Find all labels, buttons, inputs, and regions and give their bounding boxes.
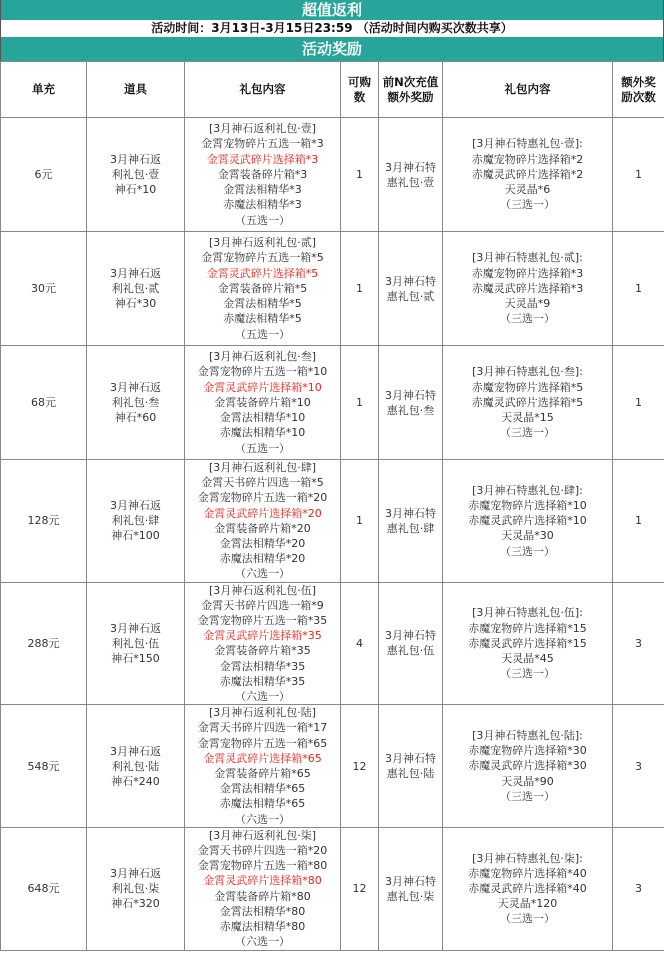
table-row [1,346,664,460]
gift-line: 惠礼包·陆 [386,767,435,781]
gift-line: 惠礼包·贰 [386,289,435,303]
extra-count-cell: 3 [613,582,664,705]
header-extra-item [379,62,443,118]
gift-line: 天灵晶*30 [501,529,554,543]
gift-line: [3月神石特惠礼包·柒]: [472,851,583,865]
gift-line: 赤魔灵武碎片选择箱*3 [471,281,584,295]
header-line: 额外奖 [621,74,656,89]
gift-line: 金霄天书碎片四选一箱*20 [197,844,328,858]
gift-line: 天灵晶*15 [501,411,554,425]
gift-line: 3月神石返 [110,381,161,394]
gift-line: 金霄装备碎片箱*5 [217,281,308,295]
gift-line: 金霄天书碎片四选一箱*9 [201,598,324,612]
header-line: 数 [353,89,366,104]
header-line: 前N次充值 [382,74,439,89]
extra-item-cell [379,118,443,232]
gift-line: 赤魔法相精华*80 [219,920,306,934]
extra-gift-cell [443,827,613,950]
extra-item-cell [379,827,443,950]
gift-line: 3月神石返 [110,153,161,166]
gift-line: 3月神石特 [385,506,436,520]
extra-count-cell: 3 [613,705,664,828]
header-line: 额外奖励 [387,89,434,104]
gift-line: 金霄装备碎片箱*3 [217,167,308,181]
gift-line: （三选一） [500,667,555,681]
gift-line: 惠礼包·肆 [386,521,435,535]
price-cell: 128元 [1,460,87,583]
extra-item-cell [379,232,443,346]
gift-line: 利礼包·壹 [111,168,160,181]
gift-line: 金霄灵武碎片选择箱*80 [203,874,322,888]
gift-line: 金霄装备碎片箱*65 [214,767,311,781]
gift-line: 神石*30 [114,297,157,310]
extra-gift-cell [443,582,613,705]
extra-gift-cell [443,705,613,828]
price-cell: 6元 [1,118,87,232]
count-cell: 4 [341,582,379,705]
gift-line: 利礼包·肆 [111,514,160,528]
gift-line: 赤魔宠物碎片选择箱*5 [471,380,584,394]
gift-cell [185,705,341,828]
gift-line: 3月神石特 [385,752,436,766]
gift-line: 3月神石返 [110,867,161,881]
header-extra-count [613,62,664,118]
item-cell [87,346,185,460]
gift-line: [3月神石返利礼包·叁] [208,350,317,364]
gift-line: 神石*320 [111,897,160,911]
gift-line: 天灵晶*6 [504,183,551,197]
gift-line: 赤魔灵武碎片选择箱*5 [471,395,584,409]
gift-line: [3月神石返利礼包·伍] [208,583,317,597]
extra-gift-cell [443,346,613,460]
gift-line: 3月神石返 [110,267,161,280]
gift-line: 利礼包·柒 [111,882,160,896]
gift-line: [3月神石返利礼包·柒] [208,828,317,842]
gift-line: [3月神石特惠礼包·壹]: [472,137,583,151]
gift-line: 神石*60 [114,411,157,424]
gift-line: 金霄灵武碎片选择箱*20 [203,506,322,520]
gift-line: 赤魔灵武碎片选择箱*2 [471,167,584,181]
gift-line: 3月神石特 [385,629,436,643]
section-title: 活动奖励 [0,37,664,61]
gift-line: 天灵晶*9 [504,297,551,311]
gift-line: 赤魔法相精华*3 [223,198,302,212]
gift-line: [3月神石特惠礼包·肆]: [472,483,583,497]
gift-line: 金霄宠物碎片五选一箱*35 [197,614,328,628]
gift-line: 金霄灵武碎片选择箱*35 [203,629,322,643]
gift-line: 金霄法相精华*35 [219,659,306,673]
gift-line: 3月神石返 [110,744,161,758]
item-cell [87,118,185,232]
gift-line: 天灵晶*45 [501,652,554,666]
gift-line: 惠礼包·柒 [386,889,435,903]
count-cell: 1 [341,346,379,460]
extra-item-cell [379,705,443,828]
gift-cell [185,827,341,950]
price-cell: 648元 [1,827,87,950]
gift-line: （五选一） [235,213,290,227]
count-cell: 1 [341,460,379,583]
price-cell: 30元 [1,232,87,346]
gift-cell [185,118,341,232]
gift-line: 神石*10 [114,183,157,196]
header-item: 道具 [87,62,185,118]
gift-line: 利礼包·叁 [111,396,160,409]
gift-line: （六选一） [235,690,290,704]
gift-line: 金霄灵武碎片选择箱*5 [206,266,319,280]
gift-line: 金霄装备碎片箱*20 [214,521,311,535]
gift-line: 金霄天书碎片四选一箱*5 [201,476,324,490]
item-cell [87,705,185,828]
gift-line: 神石*100 [111,529,160,543]
gift-line: 利礼包·伍 [111,636,160,650]
gift-line: [3月神石特惠礼包·陆]: [472,729,583,743]
gift-line: （六选一） [235,935,290,949]
gift-line: 金霄法相精华*5 [223,297,302,311]
gift-line: [3月神石返利礼包·贰] [208,236,317,250]
gift-line: 赤魔灵武碎片选择箱*30 [468,759,587,773]
gift-line: 金霄灵武碎片选择箱*10 [203,380,322,394]
gift-line: （六选一） [235,812,290,826]
gift-line: 金霄宠物碎片五选一箱*5 [201,251,324,265]
header-gift: 礼包内容 [185,62,341,118]
item-cell [87,460,185,583]
gift-line: 惠礼包·叁 [386,403,435,417]
table-row [1,827,664,950]
gift-line: 赤魔灵武碎片选择箱*15 [468,636,587,650]
gift-cell [185,346,341,460]
gift-line: 赤魔灵武碎片选择箱*10 [468,514,587,528]
item-cell [87,827,185,950]
gift-line: （五选一） [235,327,290,341]
count-cell: 1 [341,232,379,346]
gift-line: 惠礼包·伍 [386,644,435,658]
gift-line: [3月神石特惠礼包·伍]: [472,606,583,620]
price-cell: 548元 [1,705,87,828]
gift-line: （五选一） [235,441,290,455]
gift-line: （三选一） [500,912,555,926]
gift-line: 金霄宠物碎片五选一箱*80 [197,859,328,873]
gift-line: 赤魔宠物碎片选择箱*3 [471,266,584,280]
extra-count-cell: 3 [613,827,664,950]
gift-line: （三选一） [500,426,555,440]
gift-line: 金霄法相精华*3 [223,183,302,197]
gift-line: 金霄宠物碎片五选一箱*65 [197,736,328,750]
header-count [341,62,379,118]
gift-line: 3月神石特 [385,274,436,288]
gift-line: 金霄灵武碎片选择箱*65 [203,751,322,765]
gift-line: 金霄宠物碎片五选一箱*10 [197,365,328,379]
table-row [1,582,664,705]
table-row [1,232,664,346]
gift-line: 赤魔宠物碎片选择箱*30 [468,744,587,758]
price-cell: 288元 [1,582,87,705]
gift-line: [3月神石返利礼包·壹] [208,122,317,136]
count-cell: 12 [341,827,379,950]
gift-line: 金霄装备碎片箱*35 [214,644,311,658]
gift-line: 神石*150 [111,651,160,665]
gift-line: 赤魔法相精华*20 [219,552,306,566]
gift-line: 3月神石返 [110,621,161,635]
gift-line: （三选一） [500,312,555,326]
gift-line: [3月神石返利礼包·肆] [208,461,317,474]
gift-line: 赤魔法相精华*5 [223,312,302,326]
extra-count-cell: 1 [613,232,664,346]
header-price: 单充 [1,62,87,118]
table-row [1,460,664,583]
count-cell: 1 [341,118,379,232]
gift-line: 赤魔灵武碎片选择箱*40 [468,882,587,896]
extra-item-cell [379,346,443,460]
gift-line: （三选一） [500,544,555,558]
gift-line: （三选一） [500,789,555,803]
gift-line: 金霄天书碎片四选一箱*17 [197,721,328,735]
gift-line: 利礼包·贰 [111,282,160,295]
gift-cell [185,232,341,346]
gift-line: 金霄法相精华*20 [219,537,306,551]
gift-line: 金霄法相精华*80 [219,904,306,918]
item-cell [87,582,185,705]
gift-line: 利礼包·陆 [111,759,160,773]
gift-line: 金霄装备碎片箱*10 [214,395,311,409]
price-cell: 68元 [1,346,87,460]
header-line: 可购 [348,74,371,89]
table-row [1,118,664,232]
gift-line: 赤魔宠物碎片选择箱*15 [468,621,587,635]
gift-line: 金霄宠物碎片五选一箱*3 [201,137,324,151]
header-extra-gift: 礼包内容 [443,62,613,118]
gift-line: 神石*240 [111,774,160,788]
extra-count-cell: 1 [613,346,664,460]
gift-cell [185,582,341,705]
gift-line: 天灵晶*120 [497,897,558,911]
gift-line: 金霄装备碎片箱*80 [214,889,311,903]
gift-line: [3月神石特惠礼包·贰]: [472,251,583,265]
extra-count-cell: 1 [613,118,664,232]
extra-gift-cell [443,460,613,583]
gift-line: 赤魔宠物碎片选择箱*40 [468,866,587,880]
gift-line: 赤魔宠物碎片选择箱*10 [468,499,587,512]
page-title: 超值返利 [0,0,664,20]
gift-line: 金霄宠物碎片五选一箱*20 [197,491,328,505]
gift-line: 赤魔宠物碎片选择箱*2 [471,152,584,166]
extra-count-cell: 1 [613,460,664,583]
gift-line: 3月神石特 [385,160,436,174]
gift-line: 3月神石返 [110,499,161,513]
gift-line: 赤魔法相精华*35 [219,674,306,688]
gift-line: 3月神石特 [385,388,436,402]
gift-line: 赤魔法相精华*65 [219,797,306,811]
gift-line: （三选一） [500,198,555,212]
gift-line: 金霄法相精华*65 [219,782,306,796]
extra-item-cell [379,460,443,583]
extra-item-cell [379,582,443,705]
gift-line: 金霄灵武碎片选择箱*3 [206,152,319,166]
table-header [1,62,664,118]
gift-line: 3月神石特 [385,874,436,888]
table-row [1,705,664,828]
activity-time: 活动时间：3月13日-3月15日23:59 （活动时间内购买次数共享） [0,20,664,37]
gift-line: [3月神石返利礼包·陆] [208,706,317,720]
gift-cell [185,460,341,583]
item-cell [87,232,185,346]
count-cell: 12 [341,705,379,828]
gift-line: [3月神石特惠礼包·叁]: [472,365,583,379]
gift-line: （六选一） [235,567,290,581]
header-line: 励次数 [621,89,656,104]
gift-line: 天灵晶*90 [501,774,554,788]
extra-gift-cell [443,118,613,232]
extra-gift-cell [443,232,613,346]
gift-line: 惠礼包·壹 [386,175,435,189]
rewards-table [0,61,664,951]
gift-line: 赤魔法相精华*10 [219,426,306,440]
gift-line: 金霄法相精华*10 [219,411,306,425]
